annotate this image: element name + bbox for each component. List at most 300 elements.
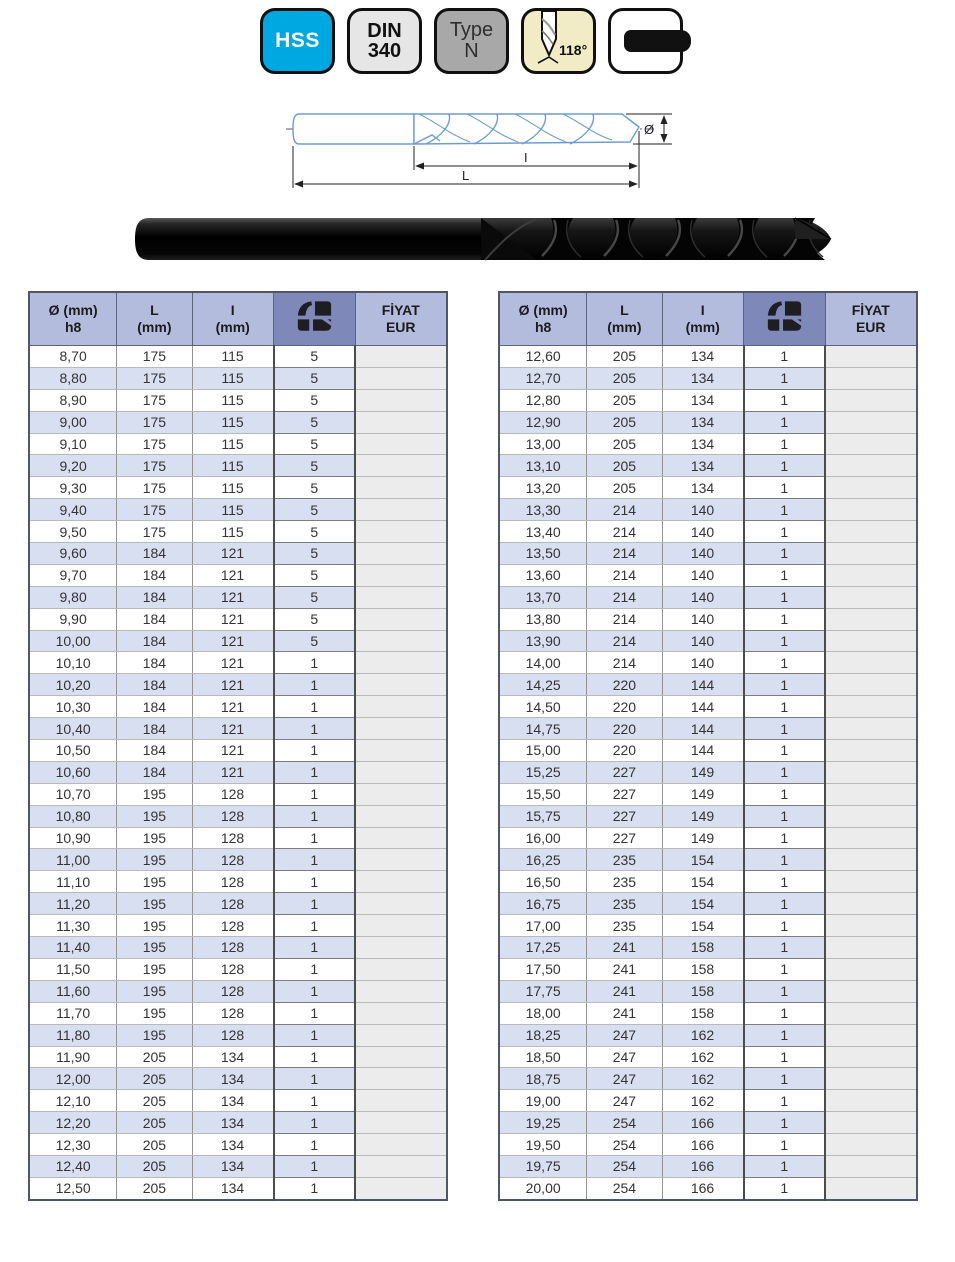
- cell-pack-qty: 1: [744, 1090, 826, 1112]
- table-row: [499, 608, 917, 630]
- cell-diameter: 12,40: [29, 1155, 117, 1177]
- table-row: [499, 740, 917, 762]
- cell-length: 205: [587, 411, 662, 433]
- cell-flute-length: 166: [662, 1155, 744, 1177]
- table-row: [499, 805, 917, 827]
- cell-length: 254: [587, 1155, 662, 1177]
- cell-flute-length: 128: [192, 958, 274, 980]
- cell-flute-length: 134: [192, 1177, 274, 1199]
- cell-diameter: 10,90: [29, 827, 117, 849]
- cell-diameter: 12,60: [499, 346, 587, 368]
- cell-length: 254: [587, 1112, 662, 1134]
- cell-diameter: 11,90: [29, 1046, 117, 1068]
- brand-logo-icon: [295, 300, 333, 335]
- table-row: [499, 674, 917, 696]
- cell-length: 195: [117, 783, 192, 805]
- cell-price: [355, 696, 447, 718]
- cell-length: 254: [587, 1177, 662, 1199]
- cell-flute-length: 140: [662, 652, 744, 674]
- cell-pack-qty: 1: [744, 740, 826, 762]
- cell-flute-length: 134: [192, 1155, 274, 1177]
- header-pack-qty: [744, 292, 826, 346]
- cell-flute-length: 162: [662, 1090, 744, 1112]
- cell-diameter: 17,00: [499, 915, 587, 937]
- cell-pack-qty: 1: [744, 805, 826, 827]
- cell-pack-qty: 5: [274, 346, 356, 368]
- din-badge-line1: DIN: [367, 20, 402, 42]
- table-row: [499, 1134, 917, 1156]
- table-body-left: [29, 346, 447, 1200]
- cell-length: 205: [117, 1090, 192, 1112]
- table-row: [499, 783, 917, 805]
- cell-pack-qty: 5: [274, 499, 356, 521]
- cell-pack-qty: 1: [744, 1112, 826, 1134]
- header-price-line1: FİYAT: [381, 302, 420, 319]
- cell-length: 205: [117, 1112, 192, 1134]
- cell-length: 195: [117, 1024, 192, 1046]
- header-price-line1: FİYAT: [851, 302, 890, 319]
- cell-pack-qty: 1: [274, 783, 356, 805]
- cell-diameter: 10,60: [29, 761, 117, 783]
- cell-diameter: 10,00: [29, 630, 117, 652]
- cell-price: [355, 389, 447, 411]
- table-row: [29, 1002, 447, 1024]
- table-row: [499, 455, 917, 477]
- header-length-line2: (mm): [137, 319, 172, 335]
- table-row: [29, 740, 447, 762]
- cell-flute-length: 134: [662, 389, 744, 411]
- cell-flute-length: 115: [192, 477, 274, 499]
- cell-flute-length: 166: [662, 1177, 744, 1199]
- cell-pack-qty: 1: [274, 958, 356, 980]
- cell-price: [825, 630, 917, 652]
- cell-diameter: 13,30: [499, 499, 587, 521]
- table-row: [29, 477, 447, 499]
- cell-length: 220: [587, 740, 662, 762]
- cell-pack-qty: 1: [744, 871, 826, 893]
- cell-diameter: 11,50: [29, 958, 117, 980]
- cell-pack-qty: 1: [744, 608, 826, 630]
- cell-pack-qty: 1: [274, 740, 356, 762]
- cell-flute-length: 154: [662, 849, 744, 871]
- cell-pack-qty: 1: [274, 1068, 356, 1090]
- table-row: [29, 783, 447, 805]
- cell-price: [825, 805, 917, 827]
- cell-flute-length: 128: [192, 827, 274, 849]
- cell-pack-qty: 1: [744, 937, 826, 959]
- header-flute-line1: I: [700, 302, 705, 319]
- cell-pack-qty: 5: [274, 630, 356, 652]
- cell-flute-length: 166: [662, 1134, 744, 1156]
- cell-pack-qty: 1: [744, 477, 826, 499]
- cell-flute-length: 149: [662, 761, 744, 783]
- cell-price: [825, 761, 917, 783]
- cell-pack-qty: 1: [274, 1177, 356, 1199]
- cell-flute-length: 128: [192, 1002, 274, 1024]
- table-row: [499, 1090, 917, 1112]
- cell-price: [825, 740, 917, 762]
- header-length-line1: L: [150, 302, 159, 319]
- cell-length: 241: [587, 980, 662, 1002]
- cell-price: [825, 849, 917, 871]
- drill-bit-photo: [133, 210, 833, 273]
- cell-diameter: 17,75: [499, 980, 587, 1002]
- cell-diameter: 13,70: [499, 586, 587, 608]
- cell-diameter: 15,25: [499, 761, 587, 783]
- cell-length: 195: [117, 980, 192, 1002]
- cell-length: 241: [587, 1002, 662, 1024]
- cell-flute-length: 154: [662, 871, 744, 893]
- cell-pack-qty: 5: [274, 543, 356, 565]
- cell-price: [825, 674, 917, 696]
- cell-price: [825, 718, 917, 740]
- cell-price: [355, 564, 447, 586]
- table-row: [29, 1024, 447, 1046]
- cell-price: [825, 1046, 917, 1068]
- cell-pack-qty: 5: [274, 367, 356, 389]
- cell-pack-qty: 1: [274, 652, 356, 674]
- table-row: [499, 1046, 917, 1068]
- cell-price: [825, 433, 917, 455]
- cell-flute-length: 134: [192, 1068, 274, 1090]
- table-row: [499, 1177, 917, 1199]
- cell-diameter: 18,50: [499, 1046, 587, 1068]
- cell-price: [355, 718, 447, 740]
- cell-diameter: 12,20: [29, 1112, 117, 1134]
- cell-price: [355, 1134, 447, 1156]
- cell-length: 184: [117, 740, 192, 762]
- table-row: [29, 696, 447, 718]
- cell-length: 184: [117, 652, 192, 674]
- cell-diameter: 9,30: [29, 477, 117, 499]
- header-diameter-line2: h8: [64, 319, 82, 335]
- cell-diameter: 8,80: [29, 367, 117, 389]
- cell-flute-length: 140: [662, 521, 744, 543]
- table-row: [499, 1068, 917, 1090]
- cell-pack-qty: 1: [744, 1002, 826, 1024]
- cell-price: [355, 827, 447, 849]
- cell-length: 235: [587, 849, 662, 871]
- cell-flute-length: 128: [192, 980, 274, 1002]
- cell-diameter: 10,40: [29, 718, 117, 740]
- cell-pack-qty: 1: [274, 1024, 356, 1046]
- cell-flute-length: 121: [192, 543, 274, 565]
- cell-price: [355, 740, 447, 762]
- table-row: [29, 630, 447, 652]
- cell-length: 214: [587, 521, 662, 543]
- table-row: [29, 455, 447, 477]
- cell-price: [355, 346, 447, 368]
- cell-length: 195: [117, 958, 192, 980]
- cell-diameter: 9,40: [29, 499, 117, 521]
- cell-pack-qty: 1: [744, 499, 826, 521]
- cell-price: [355, 980, 447, 1002]
- cell-diameter: 11,60: [29, 980, 117, 1002]
- cell-diameter: 12,00: [29, 1068, 117, 1090]
- table-row: [29, 1046, 447, 1068]
- table-row: [29, 411, 447, 433]
- cell-length: 205: [587, 346, 662, 368]
- cell-flute-length: 121: [192, 630, 274, 652]
- cell-length: 195: [117, 915, 192, 937]
- cell-length: 220: [587, 696, 662, 718]
- table-row: [29, 608, 447, 630]
- cell-price: [825, 871, 917, 893]
- table-row: [499, 761, 917, 783]
- cell-price: [825, 937, 917, 959]
- cell-flute-length: 162: [662, 1046, 744, 1068]
- cell-length: 205: [117, 1134, 192, 1156]
- total-length-dim-label: L: [462, 168, 470, 183]
- cell-flute-length: 115: [192, 367, 274, 389]
- cell-diameter: 16,00: [499, 827, 587, 849]
- header-price-line2: EUR: [855, 319, 886, 335]
- cell-length: 184: [117, 674, 192, 696]
- table-row: [499, 827, 917, 849]
- cell-pack-qty: 1: [744, 893, 826, 915]
- cell-diameter: 16,75: [499, 893, 587, 915]
- cell-pack-qty: 1: [744, 696, 826, 718]
- cell-length: 184: [117, 543, 192, 565]
- cell-diameter: 19,50: [499, 1134, 587, 1156]
- cell-price: [355, 1024, 447, 1046]
- header-pack-qty: [274, 292, 356, 346]
- technical-drawing: [286, 96, 686, 205]
- table-row: [29, 652, 447, 674]
- cell-diameter: 19,25: [499, 1112, 587, 1134]
- cell-flute-length: 115: [192, 346, 274, 368]
- table-row: [29, 564, 447, 586]
- cell-pack-qty: 1: [274, 827, 356, 849]
- header-price-line2: EUR: [385, 319, 416, 335]
- drill-bit-photo-icon: [133, 210, 833, 268]
- cell-diameter: 12,30: [29, 1134, 117, 1156]
- cell-flute-length: 115: [192, 411, 274, 433]
- cell-length: 184: [117, 586, 192, 608]
- header-length-line2: (mm): [607, 319, 642, 335]
- cell-pack-qty: 1: [744, 1134, 826, 1156]
- cell-diameter: 10,10: [29, 652, 117, 674]
- cell-length: 214: [587, 652, 662, 674]
- cell-flute-length: 134: [192, 1046, 274, 1068]
- table-row: [29, 1177, 447, 1199]
- cell-flute-length: 158: [662, 1002, 744, 1024]
- cell-price: [355, 411, 447, 433]
- cell-length: 175: [117, 455, 192, 477]
- cell-diameter: 14,50: [499, 696, 587, 718]
- table-row: [29, 521, 447, 543]
- header-flute-line2: (mm): [685, 319, 720, 335]
- cell-diameter: 13,50: [499, 543, 587, 565]
- cell-flute-length: 115: [192, 499, 274, 521]
- cell-price: [825, 980, 917, 1002]
- table-header-row: [29, 292, 447, 346]
- cell-diameter: 12,50: [29, 1177, 117, 1199]
- cell-price: [355, 805, 447, 827]
- din-340-badge: [347, 8, 422, 74]
- cell-pack-qty: 1: [744, 1177, 826, 1199]
- table-row: [499, 1112, 917, 1134]
- cell-length: 205: [587, 433, 662, 455]
- cell-flute-length: 134: [192, 1090, 274, 1112]
- cell-flute-length: 140: [662, 543, 744, 565]
- cell-price: [355, 674, 447, 696]
- cell-flute-length: 144: [662, 718, 744, 740]
- cell-price: [355, 499, 447, 521]
- cell-flute-length: 128: [192, 937, 274, 959]
- cell-price: [825, 499, 917, 521]
- cell-length: 175: [117, 477, 192, 499]
- cell-pack-qty: 5: [274, 521, 356, 543]
- cell-length: 195: [117, 805, 192, 827]
- cell-pack-qty: 1: [744, 827, 826, 849]
- cell-price: [825, 1090, 917, 1112]
- cell-length: 247: [587, 1024, 662, 1046]
- cell-length: 227: [587, 805, 662, 827]
- brand-logo-icon: [765, 300, 803, 335]
- cell-length: 227: [587, 827, 662, 849]
- cell-flute-length: 128: [192, 849, 274, 871]
- table-row: [499, 915, 917, 937]
- cell-diameter: 15,00: [499, 740, 587, 762]
- hss-badge-label: HSS: [275, 29, 320, 52]
- cell-pack-qty: 1: [274, 937, 356, 959]
- cell-pack-qty: 5: [274, 608, 356, 630]
- table-row: [29, 805, 447, 827]
- cell-flute-length: 115: [192, 389, 274, 411]
- cell-length: 220: [587, 718, 662, 740]
- cell-price: [825, 543, 917, 565]
- cell-length: 214: [587, 608, 662, 630]
- cell-diameter: 12,70: [499, 367, 587, 389]
- cell-length: 184: [117, 630, 192, 652]
- cell-price: [825, 586, 917, 608]
- table-row: [29, 1155, 447, 1177]
- cell-length: 247: [587, 1090, 662, 1112]
- cell-diameter: 11,40: [29, 937, 117, 959]
- cell-flute-length: 121: [192, 761, 274, 783]
- cell-length: 184: [117, 608, 192, 630]
- cell-pack-qty: 1: [744, 674, 826, 696]
- table-row: [29, 1068, 447, 1090]
- cell-pack-qty: 1: [744, 915, 826, 937]
- cell-pack-qty: 1: [744, 1024, 826, 1046]
- cell-diameter: 9,60: [29, 543, 117, 565]
- table-row: [499, 718, 917, 740]
- cell-pack-qty: 1: [274, 805, 356, 827]
- table-row: [29, 937, 447, 959]
- cell-flute-length: 121: [192, 740, 274, 762]
- cell-pack-qty: 1: [274, 871, 356, 893]
- cell-price: [355, 1090, 447, 1112]
- cell-price: [355, 1002, 447, 1024]
- header-diameter-line2: h8: [534, 319, 552, 335]
- cell-flute-length: 121: [192, 586, 274, 608]
- table-row: [499, 499, 917, 521]
- cell-length: 241: [587, 958, 662, 980]
- table-row: [499, 652, 917, 674]
- cell-diameter: 18,75: [499, 1068, 587, 1090]
- cell-price: [825, 1134, 917, 1156]
- cell-pack-qty: 1: [274, 1090, 356, 1112]
- cell-flute-length: 144: [662, 740, 744, 762]
- cell-pack-qty: 1: [274, 1155, 356, 1177]
- cell-diameter: 11,00: [29, 849, 117, 871]
- cell-diameter: 14,00: [499, 652, 587, 674]
- cell-price: [355, 937, 447, 959]
- table-row: [499, 564, 917, 586]
- cell-length: 175: [117, 433, 192, 455]
- cell-flute-length: 158: [662, 958, 744, 980]
- cell-pack-qty: 1: [274, 761, 356, 783]
- cell-pack-qty: 1: [744, 652, 826, 674]
- cell-pack-qty: 5: [274, 586, 356, 608]
- cell-price: [355, 586, 447, 608]
- cell-flute-length: 134: [662, 477, 744, 499]
- cylindrical-shank-badge: [608, 8, 683, 74]
- cell-flute-length: 149: [662, 805, 744, 827]
- cell-price: [355, 367, 447, 389]
- cell-pack-qty: 1: [744, 980, 826, 1002]
- cell-price: [825, 1024, 917, 1046]
- cell-price: [825, 477, 917, 499]
- cell-pack-qty: 5: [274, 389, 356, 411]
- cell-pack-qty: 1: [744, 564, 826, 586]
- cell-length: 205: [117, 1068, 192, 1090]
- cell-pack-qty: 1: [744, 1046, 826, 1068]
- cell-length: 195: [117, 893, 192, 915]
- table-row: [29, 827, 447, 849]
- cell-pack-qty: 1: [744, 718, 826, 740]
- cell-diameter: 9,90: [29, 608, 117, 630]
- table-row: [499, 477, 917, 499]
- cell-flute-length: 134: [662, 367, 744, 389]
- cell-price: [355, 1177, 447, 1199]
- cell-price: [355, 871, 447, 893]
- cell-diameter: 10,20: [29, 674, 117, 696]
- cell-diameter: 16,50: [499, 871, 587, 893]
- cell-length: 175: [117, 367, 192, 389]
- cell-price: [355, 1046, 447, 1068]
- cell-diameter: 15,50: [499, 783, 587, 805]
- cell-pack-qty: 1: [744, 1155, 826, 1177]
- cell-diameter: 9,50: [29, 521, 117, 543]
- table-row: [29, 893, 447, 915]
- cell-flute-length: 162: [662, 1024, 744, 1046]
- table-row: [499, 1155, 917, 1177]
- table-row: [499, 433, 917, 455]
- cell-length: 247: [587, 1046, 662, 1068]
- cell-pack-qty: 1: [744, 586, 826, 608]
- cell-diameter: 20,00: [499, 1177, 587, 1199]
- cell-length: 227: [587, 783, 662, 805]
- cell-pack-qty: 1: [744, 958, 826, 980]
- cell-length: 195: [117, 827, 192, 849]
- cell-diameter: 9,10: [29, 433, 117, 455]
- cell-diameter: 11,70: [29, 1002, 117, 1024]
- cell-diameter: 9,70: [29, 564, 117, 586]
- cell-price: [825, 346, 917, 368]
- cell-flute-length: 128: [192, 805, 274, 827]
- cell-pack-qty: 1: [744, 849, 826, 871]
- cell-diameter: 15,75: [499, 805, 587, 827]
- cell-length: 195: [117, 871, 192, 893]
- cell-flute-length: 121: [192, 608, 274, 630]
- point-angle-badge: [521, 8, 596, 74]
- cell-pack-qty: 1: [274, 674, 356, 696]
- cell-price: [825, 1112, 917, 1134]
- cell-length: 175: [117, 389, 192, 411]
